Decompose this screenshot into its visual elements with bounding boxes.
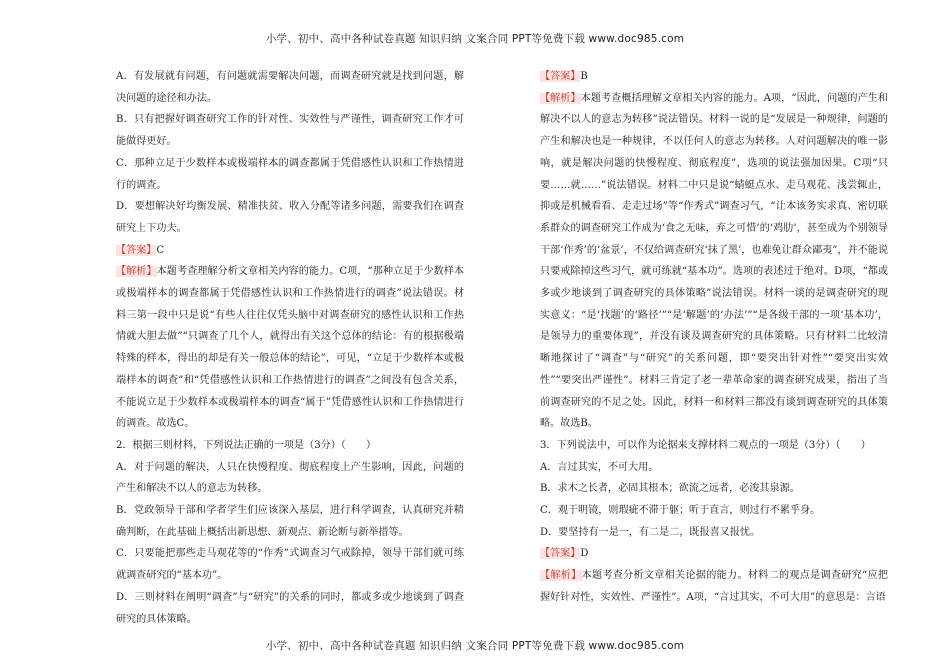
question-3: 3．下列说法中，可以作为论据来支撑材料二观点的一项是（3分）（ ） (540, 439, 871, 451)
question-2: 2．根据三则材料，下列说法正确的一项是（3分）（ ） (116, 439, 377, 451)
option-a: A．有发展就有问题，有问题就需要解决问题，而调查研究就是找到问题，解决问题的途径和办法。 (116, 71, 464, 104)
answer-label: 【答案】 (540, 548, 581, 560)
analysis-label: 【解析】 (540, 92, 581, 104)
answer-value: D (580, 548, 589, 560)
right-column (540, 66, 888, 609)
option-b: B．只有把握好调查研究工作的针对性、实效性与严谨性，调查研究工作才可能做得更好。 (116, 114, 464, 148)
question-2-option-a: A．对于问题的解决，人只在快慢程度、彻底程度上产生影响，因此，问题的产生和解决不以人的意志为转移。 (116, 461, 464, 495)
answer-line (540, 66, 888, 88)
answer-line-3 (540, 543, 888, 565)
analysis-text: 本题考查理解分析文章相关内容的能力。C项，“那种立足于少数样本或极端样本的调查都属于凭借感性认识和工作热情进行的调查”说法错误。材料三第一段中只是说“有些人往往仅凭头脑中对调查研究的感性认识和工作热情就大胆去做”“只调查了几个人，就得出有关这个总体的结论：有的根据极端特殊的样本，得出的却是有关一般总体的结论”，可见，“立足于少数样本或极端样本的调查”和“凭借感性认识和工作热情进行的调查”之间没有包含关系，不能说立足于少数样本或极端样本的调查“属于”凭借感性认识和工作热情进行的调查。故选C。 (116, 266, 465, 430)
answer-line (116, 240, 464, 262)
answer-value: C (156, 244, 165, 256)
analysis-text: 本题考查分析文章相关论据的能力。材料二的观点是调查研究“应把握好针对性，实效性、严谨性”。A项，“言过其实，不可大用”的意思是：言语 (540, 570, 888, 603)
analysis-paragraph (540, 88, 888, 435)
answer-value: B (580, 71, 588, 82)
question-2-option-b: B．党政领导干部和学者学生们应该深入基层，进行科学调查，认真研究并精确判断，在此基础上概括出新思想、新观点、新论断与新举措等。 (116, 505, 464, 538)
question-3-option-b: B．求木之长者，必固其根本；欲流之远者，必浚其泉源。 (540, 483, 800, 495)
analysis-label: 【解析】 (540, 570, 582, 582)
question-3-option-c: C．观于明镜，则瑕疵不滞于躯；听于直言，则过行不累乎身。 (540, 505, 821, 517)
analysis-paragraph (116, 261, 464, 435)
option-c: C．那种立足于少数样本或极端样本的调查都属于凭借感性认识和工作热情进行的调查。 (116, 157, 464, 191)
left-column (116, 66, 464, 630)
answer-label: 【答案】 (540, 71, 581, 82)
answer-label: 【答案】 (116, 244, 157, 256)
question-3-option-a: A．言过其实，不可大用。 (540, 461, 659, 473)
page-header: 小学、初中、高中各种试卷真题 知识归纳 文案合同 PPT等免费下载 www.doc985.com (265, 33, 685, 45)
question-2-option-d: D．三则材料在阐明“调查”与“研究”的关系的同时，都或多或少地谈到了调查研究的具体策略。 (116, 591, 464, 625)
analysis-paragraph-3 (540, 565, 888, 608)
question-2-option-c: C．只要能把那些走马观花等的“作秀”式调查习气戒除掉，领导干部们就可练就调查研究的“基本功”。 (116, 548, 464, 582)
page-footer: 小学、初中、高中各种试卷真题 知识归纳 文案合同 PPT等免费下载 www.doc985.com (265, 640, 685, 652)
analysis-text: 本题考查概括理解文章相关内容的能力。A项，“因此，问题的产生和解决不以人的意志为转移”说法错误。材料一说的是“发展是一种规律，问题的产生和解决也是一种规律，不以任何人的意志为转移。人对问题解决的唯一影响，就是解决问题的快慢程度、彻底程度”，选项的说法强加因果。C项“只要……就……”说法错误。材料二中只是说“蜻蜓点水、走马观花、浅尝辄止，抑或是机械看看、走走过场”等“作秀式”调查习气，“让本该务实求真、密切联系群众的调查研究工作成为‘食之无味，弃之可惜’的‘鸡肋’，甚至成为个别领导干部‘作秀’的‘盆景’，不仅给调查研究‘抹了黑’，也难免让群众鄙夷”，并不能说只要戒除掉这些习气，就可练就“基本功”。选项的表述过于绝对。D项，“都或多或少地谈到了调查研究的具体策略”说法错误。材料一谈的是调查研究的现实意义：“是‘找题’的‘路径’”“是‘解题’的‘办法’”“是各级干部的一项‘基本功’，是领导力的重要体现”，并没有谈及调查研究的具体策略。只有材料二比较清晰地探讨了“调查”与“研究”的关系问题，即“要突出针对性”“要突出实效性”“要突出严谨性”。材料三肯定了老一辈革命家的调查研究成果，指出了当前调查研究的不足之处。因此，材料一和材料三都没有谈到调查研究的具体策略。故选B。 (540, 92, 889, 430)
analysis-label: 【解析】 (116, 266, 157, 278)
question-3-option-d: D．要坚持有一是一，有二是二，既报喜又报忧。 (540, 526, 761, 538)
option-d: D．要想解决好均衡发展、精准扶贫、收入分配等诸多问题，需要我们在调查研究上下功夫。 (116, 201, 464, 234)
